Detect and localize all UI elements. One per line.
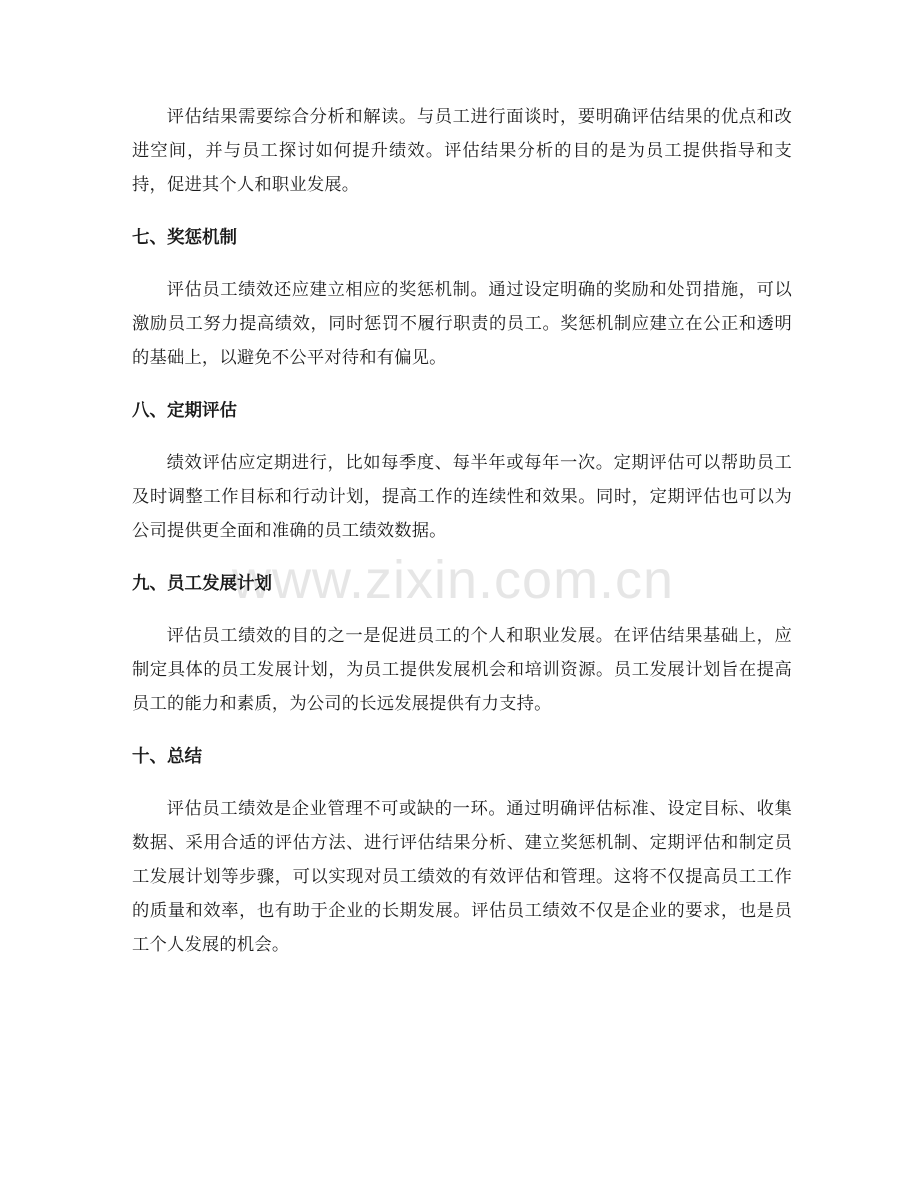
document-body [132, 100, 792, 962]
section-body-regular-evaluation: 绩效评估应定期进行，比如每季度、每半年或每年一次。定期评估可以帮助员工及时调整工作目标和行动计划，提高工作的连续性和效果。同时，定期评估也可以为公司提供更全面和准确的员工绩效数据。 [132, 453, 792, 541]
intro-paragraph: 评估结果需要综合分析和解读。与员工进行面谈时，要明确评估结果的优点和改进空间，并与员工探讨如何提升绩效。评估结果分析的目的是为员工提供指导和支持，促进其个人和职业发展。 [132, 107, 792, 195]
section-heading-summary: 十、总结 [132, 747, 202, 767]
section-heading-rewards-penalties: 七、奖惩机制 [132, 228, 237, 248]
section-body-rewards-penalties: 评估员工绩效还应建立相应的奖惩机制。通过设定明确的奖励和处罚措施，可以激励员工努力提高绩效，同时惩罚不履行职责的员工。奖惩机制应建立在公正和透明的基础上，以避免不公平对待和有偏见。 [132, 280, 792, 368]
section-body-summary: 评估员工绩效是企业管理不可或缺的一环。通过明确评估标准、设定目标、收集数据、采用合适的评估方法、进行评估结果分析、建立奖惩机制、定期评估和制定员工发展计划等步骤，可以实现对员工绩效的有效评估和管理。这将不仅提高员工工作的质量和效率，也有助于企业的长期发展。评估员工绩效不仅是企业的要求，也是员工个人发展的机会。 [132, 799, 792, 955]
section-heading-development-plan: 九、员工发展计划 [132, 574, 272, 594]
watermark: www.zixin.com.cn [232, 550, 675, 610]
section-heading-regular-evaluation: 八、定期评估 [132, 401, 237, 421]
section-body-development-plan: 评估员工绩效的目的之一是促进员工的个人和职业发展。在评估结果基础上，应制定具体的员工发展计划，为员工提供发展机会和培训资源。员工发展计划旨在提高员工的能力和素质，为公司的长远发展提供有力支持。 [132, 626, 792, 714]
